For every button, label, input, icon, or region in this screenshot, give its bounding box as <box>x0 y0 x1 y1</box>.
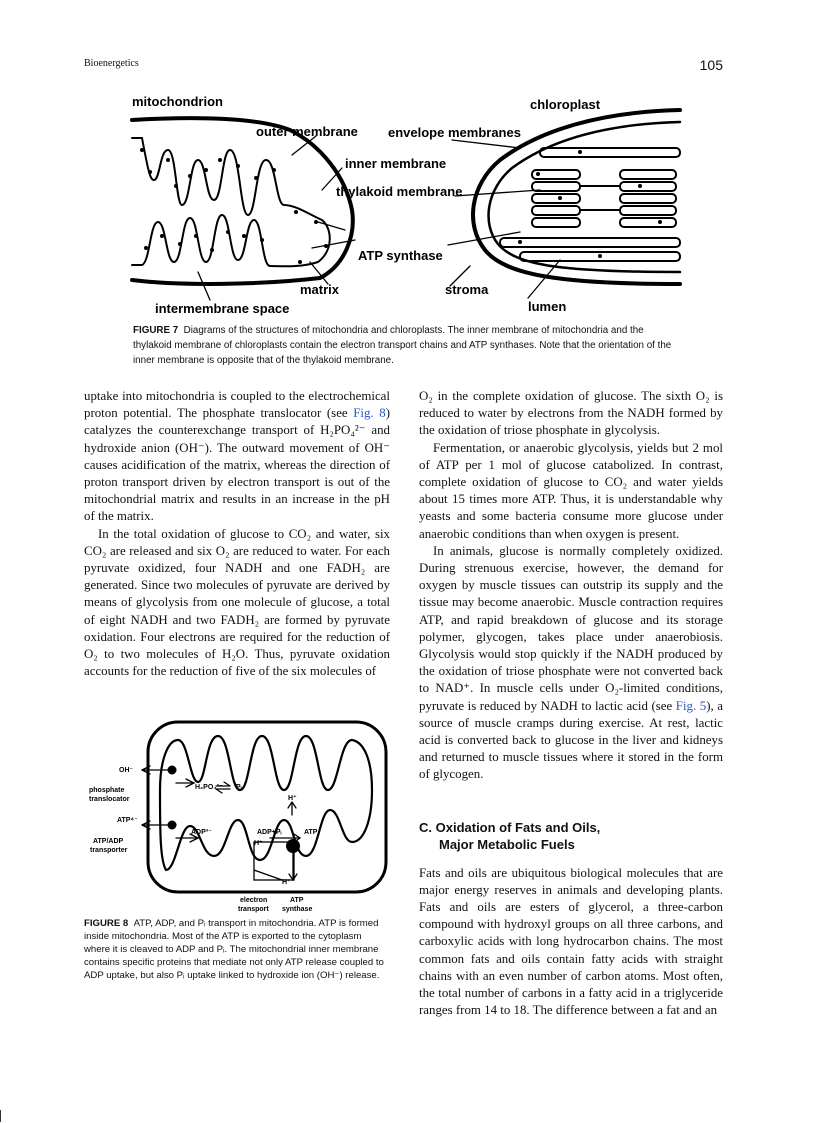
right-p3-text-a: In animals, glucose is normally completely oxidized. During strenuous exercise, however, the demand for oxygen by muscle tissues can outstrip its supply and the tissue may become anaerobic. Muscle contraction requires ATP, and rapid breakdown of glucose and its storage polymer, glycogen, takes place under anaerobiosis. Glycolysis would stop quickly if the NADH produced by the oxidation of triose phosphate were not converted back to NAD⁺. In muscle cells under O₂-limited conditions, pyruvate is reduced by NADH to lactic acid (see <box>419 543 723 713</box>
fig8-phosphate-translocator <box>168 766 177 775</box>
fig8-label-h-plus-mid: H⁺ <box>254 840 263 847</box>
fig8-label-transporter: transporter <box>90 847 128 854</box>
thylakoid-grana <box>500 148 680 261</box>
figure-7-caption-text: Diagrams of the structures of mitochondria and chloroplasts. The inner membrane of mitochondria and the thylakoid membrane of chloroplasts contain the electron transport chains and ATP synthases. Note that the orientation of the inner membrane is opposite that of the thylakoid membrane. <box>133 325 672 366</box>
figure-7-caption-label: FIGURE 7 <box>133 325 179 336</box>
fig8-label-adp-pi: ADP+Pᵢ <box>257 829 282 836</box>
fig8-label-atp-syn-1: ATP <box>290 897 304 904</box>
label-inner-membrane: inner membrane <box>345 156 447 171</box>
running-head: Bioenergetics <box>84 58 139 69</box>
right-paragraph-3 <box>419 543 723 784</box>
section-heading <box>419 819 723 853</box>
figure-7-diagram <box>0 0 816 330</box>
label-intermembrane-space: intermembrane space <box>155 301 290 316</box>
fig8-arrows <box>142 766 300 880</box>
fig8-label-h2po4: H₂PO₄²⁻ <box>195 784 223 791</box>
left-paragraph-1 <box>84 388 390 526</box>
fig8-label-h-plus-top: H⁺ <box>288 795 297 802</box>
figure-8-caption-label: FIGURE 8 <box>84 918 129 929</box>
fig8-label-translocator: translocator <box>89 796 130 803</box>
fig8-label-adp3: ADP³⁻ <box>191 829 212 836</box>
label-envelope-membranes: envelope membranes <box>388 125 521 140</box>
fig8-label-pi: Pᵢ <box>236 784 242 791</box>
figure-8-caption-text: ATP, ADP, and Pᵢ transport in mitochondria. ATP is formed inside mitochondria. Most of the ATP is exported to the cytoplasm where it is cleaved to ADP and Pᵢ. The mitochondrial inner membrane contains specific proteins that mediate not only ATP release coupled to ADP uptake, but also Pᵢ uptake linked to hydroxide ion (OH⁻) release. <box>84 918 384 981</box>
fig8-label-atp-adp: ATP/ADP <box>93 838 124 845</box>
label-thylakoid-membrane: thylakoid membrane <box>336 184 463 199</box>
left-p1-text-a: uptake into mitochondria is coupled to the electrochemical proton potential. The phosphate translocator (see <box>84 389 390 421</box>
label-outer-membrane: outer membrane <box>256 124 358 139</box>
fig8-label-h-plus-bottom: H⁺ <box>282 879 291 886</box>
fig8-inner-membrane <box>160 736 372 870</box>
page-number: 105 <box>699 57 723 73</box>
fig-5-link[interactable]: Fig. 5 <box>675 698 707 713</box>
right-paragraph-1: O₂ in the complete oxidation of glucose. The sixth O₂ is reduced to water by electrons from the NADH formed by the oxidation of triose phosphate in glycolysis. <box>419 389 723 438</box>
fig8-label-transport: transport <box>238 906 269 913</box>
section-heading-line-1: C. Oxidation of Fats and Oils, <box>419 819 601 835</box>
right-paragraph-4: Fats and oils are ubiquitous biological molecules that are major energy reserves in animals and developing plants. Fats and oils are esters of glycerol, a three-carbon compound with hydroxyl groups on all three carbons, and carboxylic acids with long hydrocarbon chains. The most common fats and oils contain fatty acids with straight chains with an even number of carbon atoms. Most often, the total number of carbons in a fatty acid in a triglyceride ranges from 14 to 18. The difference between a fat and an <box>419 865 723 1018</box>
label-mitochondrion: mitochondrion <box>132 94 223 109</box>
label-chloroplast: chloroplast <box>530 97 601 112</box>
label-stroma: stroma <box>445 282 489 297</box>
crop-mark <box>0 1110 1 1122</box>
figure-7-caption <box>133 323 681 368</box>
label-atp-synthase: ATP synthase <box>358 248 443 263</box>
fig8-label-atp4: ATP⁴⁻ <box>117 817 138 824</box>
fig8-label-phosphate: phosphate <box>89 787 125 794</box>
left-paragraph-2: In the total oxidation of glucose to CO₂ and water, six CO₂ are released and six O₂ are reduced to water. For each pyruvate oxidized, four NADH and one FADH₂ are generated. Since two molecules of pyruvate are derived by means of glycolysis from one molecule of glucose, a total of eight NADH and two FADH₂ are formed by pyruvate oxidation. Four electrons are required for the reduction of O₂ to two molecules of H₂O. Thus, pyruvate oxidation accounts for the reduction of five of the six molecules of <box>84 526 390 679</box>
right-paragraph-2: Fermentation, or anaerobic glycolysis, yields but 2 mol of ATP per 1 mol of glucose catabolized. In contrast, complete oxidation of glucose to CO₂ and water yields about 15 times more ATP. Thus, it is understandable why yeasts and some bacteria consume more glucose under anaerobic conditions than when oxygen is present. <box>419 440 723 541</box>
fig8-label-atp: ATP <box>304 829 318 836</box>
section-heading-line-2: Major Metabolic Fuels <box>439 836 575 852</box>
fig8-label-atp-syn-2: synthase <box>282 906 313 913</box>
right-column <box>419 388 723 1020</box>
chloro-inner-envelope <box>489 122 680 272</box>
right-p3-text-b: ), a source of muscle cramps during exercise. At rest, lactic acid is converted back to glucose in the liver and kidneys and returned to muscle tissues where it stored in the form of glycogen. <box>419 698 723 782</box>
fig8-electron-transport-box <box>254 842 294 880</box>
figure-8-caption <box>84 917 390 982</box>
fig8-label-oh: OH⁻ <box>119 767 134 774</box>
fig8-atp-synthase-knob <box>286 839 300 853</box>
fig8-label-electron: electron <box>240 897 268 904</box>
fig8-atp-adp-transporter <box>168 821 177 830</box>
fig8-outer-membrane <box>148 722 386 892</box>
left-p1-text-b: ) catalyzes the counterexchange transport of H₂PO₄²⁻ and hydroxide anion (OH⁻). The outward movement of OH⁻ causes acidification of the matrix, whereas the direction of proton transport driven by electron transport is out of the mitochondrial matrix and results in an increase in the pH of the matrix. <box>84 406 390 524</box>
label-lumen: lumen <box>528 299 567 314</box>
fig-8-link[interactable]: Fig. 8 <box>353 406 386 421</box>
mito-inner-membrane <box>132 138 330 266</box>
left-column <box>84 388 390 680</box>
label-matrix: matrix <box>300 282 340 297</box>
